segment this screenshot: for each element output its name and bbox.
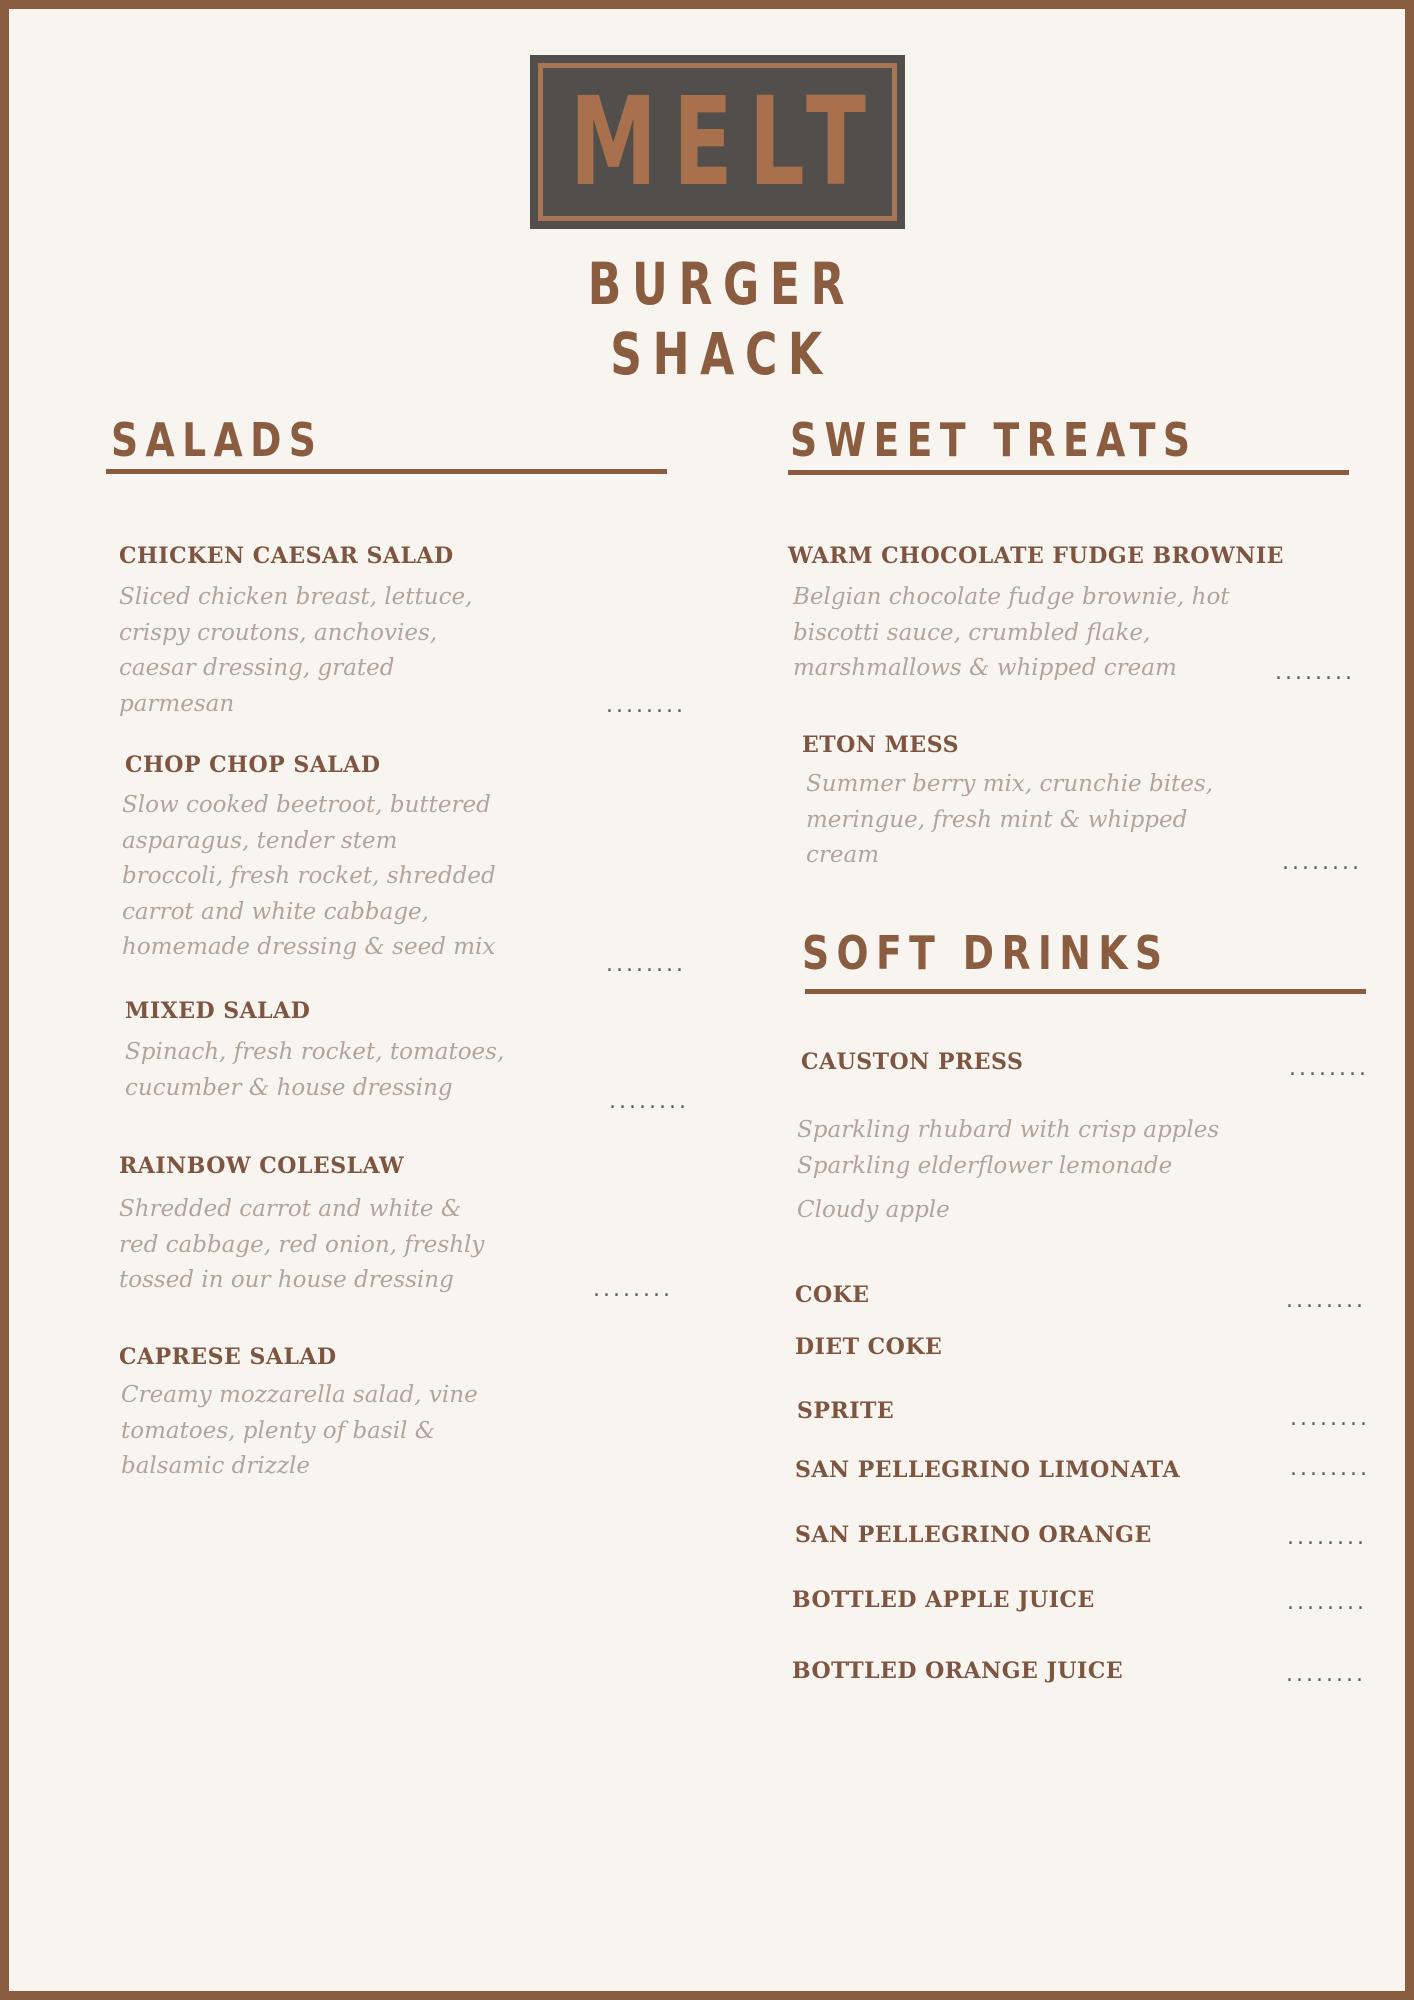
menu-item-name: BOTTLED APPLE JUICE [792,1587,1095,1613]
menu-item-name: SAN PELLEGRINO LIMONATA [795,1457,1181,1483]
price-placeholder: ........ [1287,1525,1367,1550]
menu-item-name: ETON MESS [802,732,959,758]
price-placeholder: ........ [1286,1288,1366,1313]
menu-item-name: BOTTLED ORANGE JUICE [792,1658,1124,1684]
menu-item-description: Spinach, fresh rocket, tomatoes, cucumber & house dressing [125,1039,505,1101]
price-placeholder: ........ [606,693,686,718]
price-placeholder: ........ [593,1277,673,1302]
menu-item-description: Slow cooked beetroot, buttered asparagus, tender stem broccoli, fresh rocket, shredded carrot and white cabbage, homemade dressing & seed mix [122,792,496,960]
price-placeholder: ........ [1289,1056,1369,1081]
menu-item-name: SAN PELLEGRINO ORANGE [795,1522,1152,1548]
menu-item-description: Belgian chocolate fudge brownie, hot biscotti sauce, crumbled flake, marshmallows & whipped cream [793,584,1230,681]
section-title-soft-drinks: SOFT DRINKS [802,926,1170,980]
section-rule-soft-drinks [805,989,1366,994]
menu-item-description: Sliced chicken breast, lettuce, crispy croutons, anchovies, caesar dressing, grated parmesan [119,584,473,717]
price-placeholder: ........ [1275,660,1355,685]
menu-item-description: Creamy mozzarella salad, vine tomatoes, plenty of basil & balsamic drizzle [121,1382,478,1479]
section-title-salads: SALADS [111,413,324,467]
price-placeholder: ........ [1282,850,1362,875]
section-rule-salads [106,469,667,474]
logo-text: MELT [569,71,882,213]
menu-item-name: CAUSTON PRESS [801,1049,1024,1075]
menu-item-name: CAPRESE SALAD [119,1344,337,1370]
menu-item-name: RAINBOW COLESLAW [119,1153,405,1179]
menu-item-name: DIET COKE [795,1334,943,1360]
price-placeholder: ........ [1290,1406,1370,1431]
price-placeholder: ........ [1290,1456,1370,1481]
menu-item-name: WARM CHOCOLATE FUDGE BROWNIE [788,543,1284,569]
price-placeholder: ........ [609,1089,689,1114]
section-rule-sweet-treats [788,470,1349,475]
restaurant-subtitle: BURGER SHACK [587,250,856,388]
menu-item-description: Summer berry mix, crunchie bites, meringue, fresh mint & whipped cream [806,771,1214,868]
menu-item-description: Sparkling rhubard with crisp apples Sparkling elderflower lemonade [797,1117,1220,1179]
menu-item-name: CHICKEN CAESAR SALAD [119,543,454,569]
price-placeholder: ........ [1287,1590,1367,1615]
menu-item-name: COKE [795,1282,870,1308]
menu-item-name: CHOP CHOP SALAD [125,752,381,778]
price-placeholder: ........ [606,952,686,977]
menu-item-name: SPRITE [797,1398,895,1424]
section-title-sweet-treats: SWEET TREATS [790,413,1198,467]
price-placeholder: ........ [1286,1662,1366,1687]
logo-border [538,63,897,221]
menu-item-description: Cloudy apple [797,1197,950,1223]
menu-item-description: Shredded carrot and white & red cabbage, red onion, freshly tossed in our house dressing [119,1196,485,1293]
logo-box [530,55,905,229]
menu-item-name: MIXED SALAD [125,998,311,1024]
